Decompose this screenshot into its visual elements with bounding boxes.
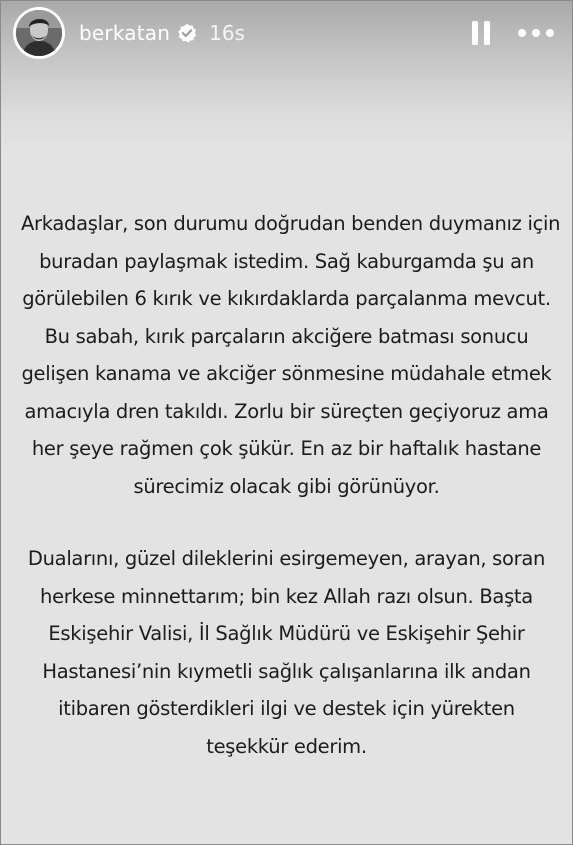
caption-line: Hastanesi’nin kıymetli sağlık çalışanlarına ilk andan [42, 659, 531, 683]
caption-line: Arkadaşlar, son durumu doğrudan benden duymanız için [21, 212, 561, 235]
caption-line: Eskişehir Valisi, İl Sağlık Müdürü ve Eskişehir Şehir [48, 622, 525, 645]
profile-photo [16, 10, 62, 56]
caption-line: her şeye rağmen çok şükür. En az bir haftalık hastane [31, 437, 542, 460]
caption-line: Bu sabah, kırık parçaların akciğere batması sonucu [44, 324, 529, 348]
caption-line: itibaren gösterdikleri ilgi ve destek için yürekten [58, 697, 515, 720]
caption-line: herkese minnettarım; bin kez Allah razı olsun. Başta [40, 584, 533, 608]
time-ago: 16s [209, 21, 245, 45]
verified-badge-icon [177, 23, 197, 43]
more-options-icon[interactable] [516, 18, 556, 48]
caption-line: Dualarını, güzel dileklerini esirgemeyen, arayan, soran [27, 547, 546, 570]
caption-line: amacıyla dren takıldı. Zorlu bir süreçten geçiyoruz ama [24, 399, 549, 423]
username[interactable]: berkatan [79, 21, 171, 45]
pause-icon[interactable] [468, 18, 494, 48]
caption-paragraph-1 [21, 205, 561, 505]
caption-line: sürecimiz olacak gibi görünüyor. [133, 474, 440, 498]
caption-line: teşekkür ederim. [206, 734, 367, 758]
caption-line: gelişen kanama ve akciğer sönmesine müdahale etmek [21, 362, 552, 385]
caption-paragraph-2 [21, 540, 552, 765]
avatar[interactable] [13, 7, 65, 59]
caption-line: buradan paylaşmak istedim. Sağ kaburgamda şu an [39, 249, 534, 273]
story-header [13, 7, 560, 59]
caption-line: görülebilen 6 kırık ve kıkırdaklarda parçalanma mevcut. [22, 287, 551, 310]
